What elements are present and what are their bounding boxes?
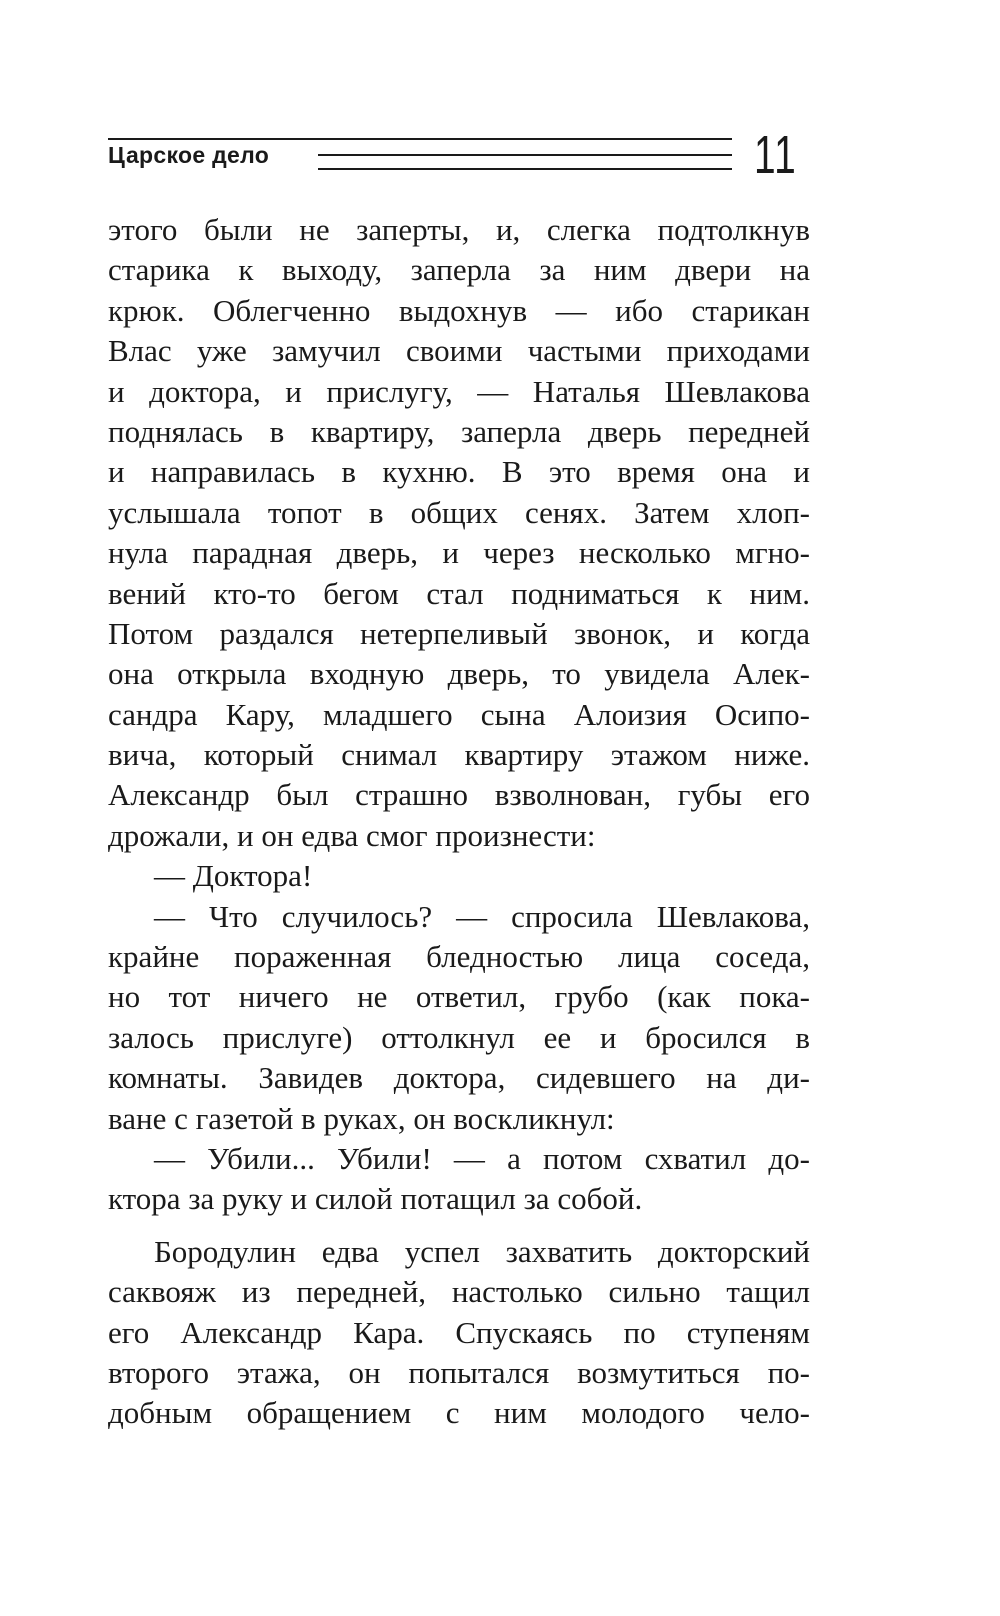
dialogue-line: — Убили... Убили! — а потом схватил до-: [154, 1140, 810, 1176]
text-line: нула парадная дверь, и через несколько мгно-: [108, 535, 810, 571]
text-line: Александр был страшно взволнован, губы его: [108, 777, 810, 813]
text-line: поднялась в квартиру, заперла дверь передней: [108, 413, 810, 449]
text-line: его Александр Кара. Спускаясь по ступеням: [108, 1314, 810, 1350]
text-line: саквояж из передней, настолько сильно тащил: [108, 1274, 810, 1310]
text-line: этого были не заперты, и, слегка подтолкнув: [108, 212, 810, 247]
text-line: старика к выходу, заперла за ним двери на: [108, 252, 810, 288]
text-line: вений кто-то бегом стал подниматься к ним.: [108, 575, 810, 611]
text-line: вича, который снимал квартиру этажом ниже.: [108, 737, 810, 773]
header-rule-middle: [318, 154, 732, 156]
dialogue-line: — Что случилось? — спросила Шевлакова,: [154, 898, 810, 934]
text-line: и направилась в кухню. В это время она и: [108, 454, 810, 490]
running-head: [108, 138, 732, 172]
text-line: услышала топот в общих сенях. Затем хлоп-: [108, 494, 810, 530]
text-line: крайне пораженная бледностью лица соседа,: [108, 939, 810, 975]
text-line: дрожали, и он едва смог произнести:: [108, 817, 596, 853]
text-line: крюк. Облегченно выдохнув — ибо старикан: [108, 292, 810, 328]
text-line: но тот ничего не ответил, грубо (как пока-: [108, 979, 810, 1015]
text-line: Бородулин едва успел захватить докторский: [154, 1233, 810, 1269]
dialogue-line: — Доктора!: [154, 858, 313, 894]
text-line: Потом раздался нетерпеливый звонок, и когда: [108, 615, 810, 651]
running-title: Царское дело: [108, 142, 270, 168]
text-line: сандра Кару, младшего сына Алоизия Осипо-: [108, 696, 810, 732]
header-rule-bottom: [318, 168, 732, 170]
text-line: добным обращением с ним молодого чело-: [108, 1395, 810, 1431]
text-line: комнаты. Завидев доктора, сидевшего на ди-: [108, 1060, 810, 1096]
text-line: Влас уже замучил своими частыми приходами: [108, 333, 810, 369]
text-line: второго этажа, он попытался возмутиться по-: [108, 1354, 810, 1390]
text-line: ване с газетой в руках, он воскликнул:: [108, 1100, 615, 1136]
text-line: она открыла входную дверь, то увидела Алек-: [108, 656, 810, 692]
paragraph-gap: [108, 1220, 810, 1232]
page-number: 11: [754, 125, 798, 185]
body-text: [108, 210, 810, 1434]
text-line: залось прислуге) оттолкнул ее и бросился в: [108, 1019, 810, 1055]
text-line: ктора за руку и силой потащил за собой.: [108, 1181, 643, 1217]
text-line: и доктора, и прислугу, — Наталья Шевлакова: [108, 373, 810, 409]
